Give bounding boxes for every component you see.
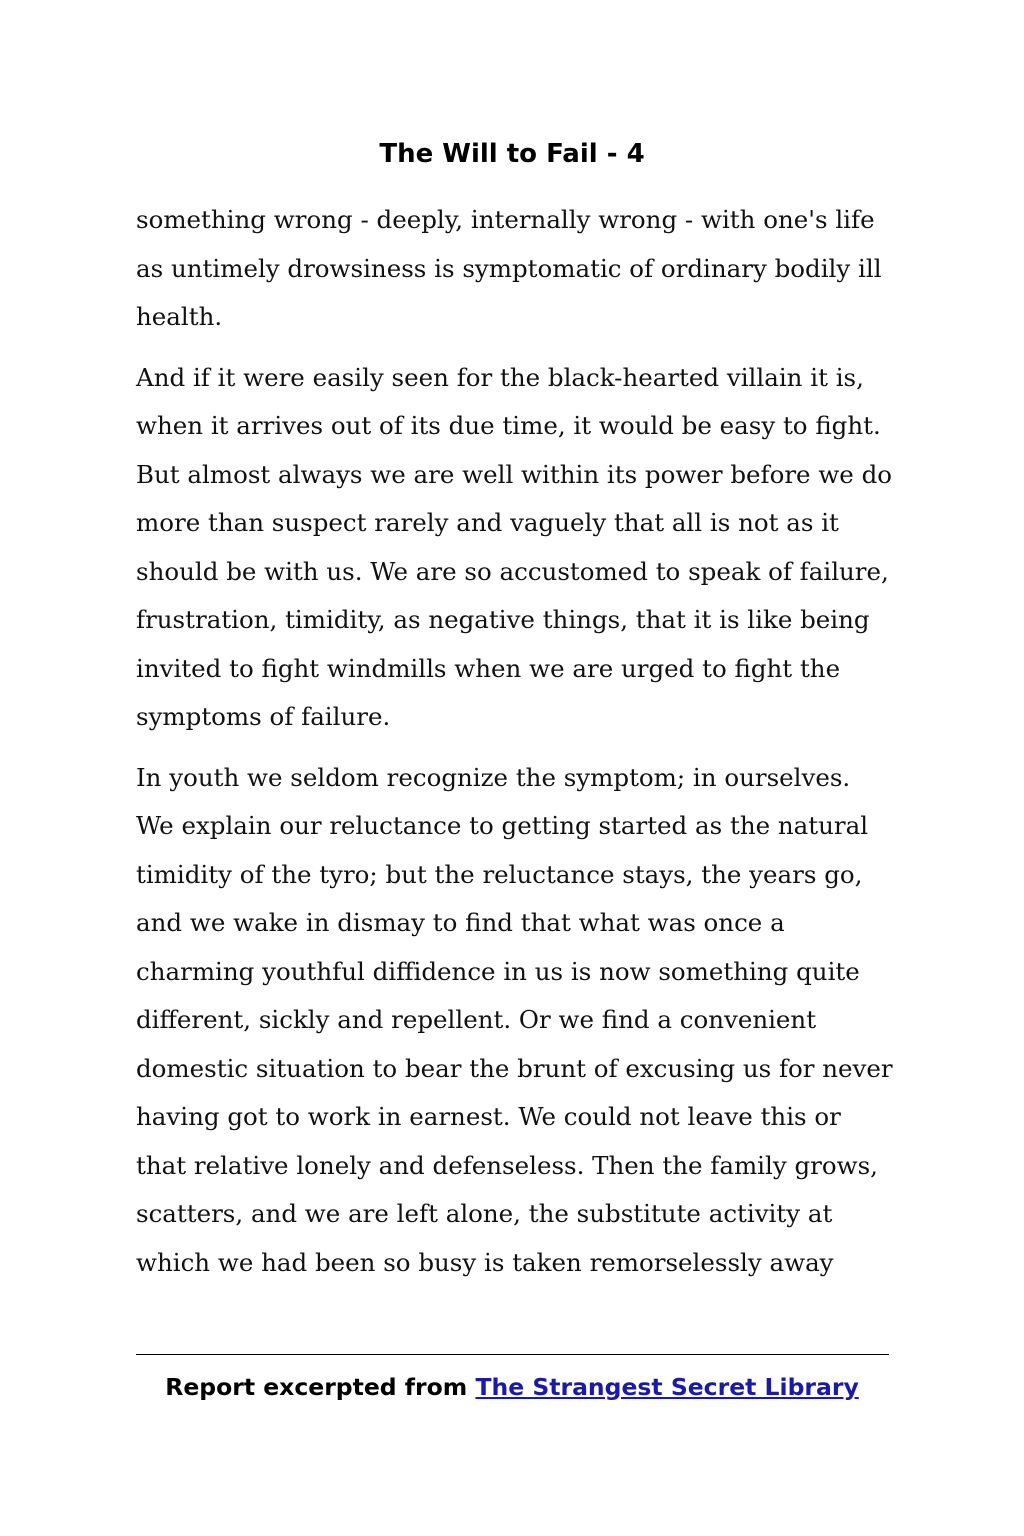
text-line: timidity of the tyro; but the reluctance stays, the years go,	[136, 859, 863, 889]
footer-prefix: Report excerpted from	[165, 1373, 468, 1401]
text-line: But almost always we are well within its power before we do	[136, 459, 893, 489]
text-line: which we had been so busy is taken remorselessly away	[136, 1247, 834, 1277]
text-line: should be with us. We are so accustomed to speak of failure,	[136, 556, 889, 586]
text-line: We explain our reluctance to getting started as the natural	[136, 811, 869, 840]
text-line: as untimely drowsiness is symptomatic of ordinary bodily ill	[136, 253, 882, 283]
text-line: charming youthful diffidence in us is now something quite	[136, 956, 860, 986]
paragraph-3	[136, 754, 896, 1288]
text-line: domestic situation to bear the brunt of excusing us for never	[136, 1053, 893, 1083]
text-line: invited to fight windmills when we are urged to fight the	[136, 653, 841, 683]
text-line: frustration, timidity, as negative things, that it is like being	[136, 605, 870, 634]
text-line: that relative lonely and defenseless. Then the family grows,	[136, 1150, 878, 1180]
library-link[interactable]: The Strangest Secret Library	[475, 1373, 859, 1401]
paragraph-1	[136, 196, 896, 342]
text-line: different, sickly and repellent. Or we find a convenient	[136, 1005, 817, 1034]
footer-divider	[136, 1354, 889, 1355]
paragraph-2	[136, 354, 896, 742]
text-line: more than suspect rarely and vaguely that all is not as it	[136, 508, 839, 537]
text-line: health.	[136, 302, 223, 331]
body-text	[136, 196, 896, 1299]
text-line: scatters, and we are left alone, the substitute activity at	[136, 1199, 833, 1228]
page-title: The Will to Fail - 4	[379, 139, 645, 169]
text-line: And if it were easily seen for the black-hearted villain it is,	[136, 362, 864, 392]
text-line: and we wake in dismay to find that what was once a	[136, 908, 785, 937]
text-line: when it arrives out of its due time, it would be easy to fight.	[136, 411, 881, 440]
text-line: something wrong - deeply, internally wrong - with one's life	[136, 205, 875, 234]
footer	[0, 1369, 1024, 1405]
text-line: In youth we seldom recognize the symptom; in ourselves.	[136, 762, 851, 792]
text-line: symptoms of failure.	[136, 702, 391, 731]
text-line: having got to work in earnest. We could not leave this or	[136, 1102, 841, 1131]
